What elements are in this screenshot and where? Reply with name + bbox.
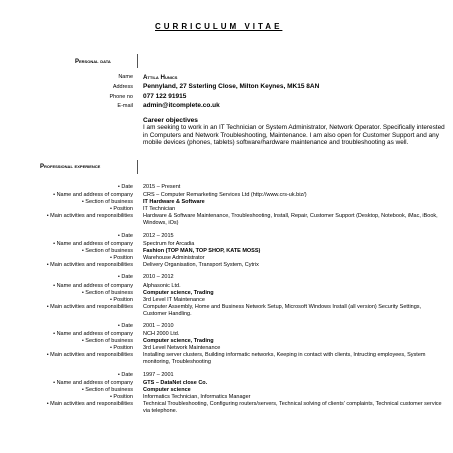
sector-label: • Section of business bbox=[81, 248, 133, 254]
job-activities: Technical Troubleshooting, Configuring routers/servers, Technical solving of clients' complaints, Technical customer service via telephone. bbox=[143, 401, 442, 414]
address-label: Address bbox=[112, 84, 133, 90]
sector-label: • Section of business bbox=[81, 199, 133, 205]
job-activities: Computer Assembly, Home and Business Network Setup, Microsoft Windows Install (all version) Security Settings, Customer Handling. bbox=[143, 304, 422, 317]
job-date: 2010 – 2012 bbox=[143, 274, 174, 280]
activities-label: • Main activities and responsibilities bbox=[46, 213, 133, 219]
position-label: • Position bbox=[109, 394, 133, 400]
email-label: E-mail bbox=[117, 103, 133, 109]
job-employer: Spectrum for Arcadia bbox=[143, 241, 195, 247]
personal-data-heading: Personal data bbox=[75, 59, 111, 65]
email-value: admin@itcomplete.co.uk bbox=[143, 102, 220, 109]
job-sector: Computer science, Trading bbox=[143, 338, 214, 344]
employer-label: • Name and address of company bbox=[53, 192, 133, 198]
phone-label: Phone no bbox=[109, 94, 133, 100]
career-objectives-heading: Career objectives bbox=[143, 117, 198, 124]
job-sector: Fashion (TOP MAN, TOP SHOP, KATE MOSS) bbox=[143, 248, 261, 254]
position-label: • Position bbox=[109, 206, 133, 212]
job-activities: Installing server clusters, Building informatic networks, Keeping in contact with clients, Intructing employees, System monitoring, Troubleshooting bbox=[143, 352, 426, 365]
job-employer: NCH 2000 Ltd. bbox=[143, 331, 180, 337]
job-sector: Computer science, Trading bbox=[143, 290, 214, 296]
job-date: 2001 – 2010 bbox=[143, 323, 174, 329]
activities-label: • Main activities and responsibilities bbox=[46, 401, 133, 407]
job-sector: Computer science bbox=[143, 387, 191, 393]
section-divider bbox=[137, 54, 138, 68]
position-label: • Position bbox=[109, 297, 133, 303]
sector-label: • Section of business bbox=[81, 290, 133, 296]
sector-label: • Section of business bbox=[81, 387, 133, 393]
job-date: 1997 – 2001 bbox=[143, 372, 174, 378]
job-date: 2015 – Present bbox=[143, 184, 181, 190]
sector-label: • Section of business bbox=[81, 338, 133, 344]
job-position: IT Technician bbox=[143, 206, 176, 212]
position-label: • Position bbox=[109, 255, 133, 261]
date-label: • Date bbox=[117, 233, 133, 239]
job-position: Informatics Technician, Informatics Manager bbox=[143, 394, 251, 400]
employer-label: • Name and address of company bbox=[53, 241, 133, 247]
job-position: 3rd Level IT Maintenance bbox=[143, 297, 205, 303]
date-label: • Date bbox=[117, 323, 133, 329]
career-objectives-text: I am seeking to work in an IT Technician or System Administrator, Network Operator. Specifically interested in Computers and Network Troubleshooting, Maintenance. I am also open for Customer Support and any mobile devices (phones, tablets) software/hardware maintenance and troubleshooting as well. bbox=[143, 124, 445, 147]
section-divider bbox=[137, 160, 138, 174]
job-position: 3rd Level Network Maintenance bbox=[143, 345, 221, 351]
activities-label: • Main activities and responsibilities bbox=[46, 352, 133, 358]
professional-experience-heading: Professional experience bbox=[40, 164, 101, 170]
job-employer: CRS – Computer Remarketing Services Ltd (http://www.crs-uk.biz/) bbox=[143, 192, 307, 198]
employer-label: • Name and address of company bbox=[53, 380, 133, 386]
name-value: Attila Hunics bbox=[143, 74, 178, 81]
date-label: • Date bbox=[117, 372, 133, 378]
job-activities: Hardware & Software Maintenance, Troubleshooting, Install, Repair, Customer Support (Desktop, Notebook, iMac, iBook, Windows, iOs) bbox=[143, 213, 438, 226]
job-sector: IT Hardware & Software bbox=[143, 199, 205, 205]
job-employer: GTS – DataNet close Co. bbox=[143, 380, 208, 386]
name-label: Name bbox=[118, 74, 133, 80]
phone-value: 077 122 91915 bbox=[143, 93, 187, 100]
activities-label: • Main activities and responsibilities bbox=[46, 262, 133, 268]
job-date: 2012 – 2015 bbox=[143, 233, 174, 239]
activities-label: • Main activities and responsibilities bbox=[46, 304, 133, 310]
address-value: Pennyland, 27 Ssterling Close, Milton Keynes, MK15 8AN bbox=[143, 83, 320, 90]
employer-label: • Name and address of company bbox=[53, 283, 133, 289]
date-label: • Date bbox=[117, 184, 133, 190]
job-activities: Delivery Organisation, Transport System, Cytrix bbox=[143, 262, 259, 268]
job-position: Warehouse Administrator bbox=[143, 255, 205, 261]
cv-title: CURRICULUM VITAE bbox=[155, 22, 283, 31]
position-label: • Position bbox=[109, 345, 133, 351]
employer-label: • Name and address of company bbox=[53, 331, 133, 337]
date-label: • Date bbox=[117, 274, 133, 280]
job-employer: Alphasonic Ltd. bbox=[143, 283, 181, 289]
